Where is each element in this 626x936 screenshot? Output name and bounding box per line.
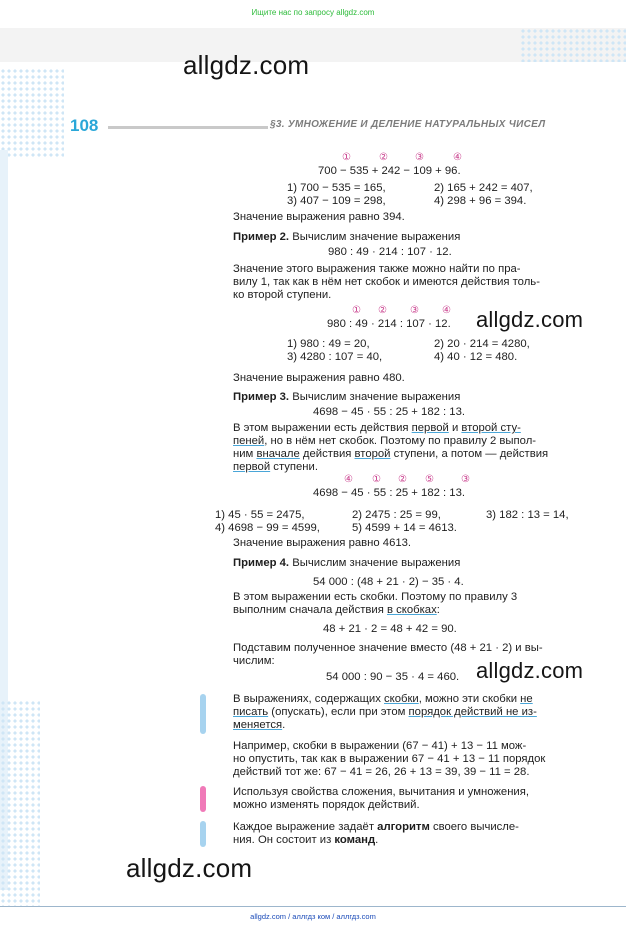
example-title: Вычислим значение выражения xyxy=(292,557,461,569)
step-marker: ② xyxy=(379,152,388,163)
expression-2-repeat: 980 : 49 · 214 : 107 · 12. xyxy=(327,318,451,330)
underlined-term: скобки xyxy=(384,693,419,705)
calculation-line: 48 + 21 · 2 = 48 + 42 = 90. xyxy=(323,623,457,635)
solution-step: 1) 980 : 49 = 20, xyxy=(287,338,370,350)
text-run: выполним сначала действия xyxy=(233,604,387,616)
solution-step: 2) 20 · 214 = 4280, xyxy=(434,338,530,350)
result-line: Значение выражения равно 394. xyxy=(233,211,405,223)
solution-step: 3) 182 : 13 = 14, xyxy=(486,509,569,521)
underlined-term: первой xyxy=(233,461,271,473)
text-run: , но в нём нет скобок. Поэтому по правилу 2 выпол- xyxy=(264,435,537,447)
underlined-term: первой xyxy=(411,422,449,434)
text-run: ния. Он состоит из xyxy=(233,834,335,846)
underlined-term: вначале xyxy=(256,448,300,460)
example-title: Вычислим значение выражения xyxy=(292,391,461,403)
example-3-heading xyxy=(233,391,460,404)
example-label: Пример 3. xyxy=(233,391,290,403)
text-run: действия xyxy=(299,448,355,460)
paragraph-line xyxy=(233,604,440,617)
solution-step: 4) 4698 − 99 = 4599, xyxy=(215,522,320,534)
rule-marker-bar xyxy=(200,786,206,812)
paragraph-line: Например, скобки в выражении (67 − 41) + 13 − 11 мож- xyxy=(233,740,527,752)
rule-marker-bar xyxy=(200,821,206,847)
text-run: своего вычисле- xyxy=(429,821,519,833)
solution-step: 2) 2475 : 25 = 99, xyxy=(352,509,441,521)
step-marker: ① xyxy=(352,305,361,316)
paragraph-line: но опустить, так как в выражении 67 − 41 + 13 − 11 порядок xyxy=(233,753,546,765)
paragraph-line: действий тот же: 67 − 41 = 26, 26 + 13 = 39, 39 − 11 = 28. xyxy=(233,766,530,778)
rule-line: Используя свойства сложения, вычитания и умножения, xyxy=(233,786,529,798)
example-label: Пример 4. xyxy=(233,557,290,569)
left-dot-pattern xyxy=(0,700,40,906)
step-marker: ④ xyxy=(344,474,353,485)
step-marker: ③ xyxy=(410,305,419,316)
underlined-term: меняется xyxy=(233,719,283,731)
expression-3: 4698 − 45 · 55 : 25 + 182 : 13. xyxy=(313,406,466,418)
solution-step: 5) 4599 + 14 = 4613. xyxy=(352,522,457,534)
paragraph-line: В этом выражении есть скобки. Поэтому по правилу 3 xyxy=(233,591,518,603)
underlined-term: в скобках xyxy=(387,604,437,616)
step-marker: ⑤ xyxy=(425,474,434,485)
footer-links[interactable]: allgdz.com / аллгдз ком / аллгдз.com xyxy=(250,912,376,921)
calculation-line: 54 000 : 90 − 35 · 4 = 460. xyxy=(326,671,460,683)
watermark-lower: allgdz.com xyxy=(476,658,584,683)
header-dot-pattern xyxy=(520,28,626,62)
footer-rule xyxy=(0,906,626,907)
step-marker: ① xyxy=(372,474,381,485)
solution-step: 1) 700 − 535 = 165, xyxy=(287,182,386,194)
paragraph-line xyxy=(233,435,536,448)
solution-step: 4) 298 + 96 = 394. xyxy=(434,195,527,207)
result-line: Значение выражения равно 480. xyxy=(233,372,405,384)
watermark-mid: allgdz.com xyxy=(476,307,584,332)
paragraph-line: числим: xyxy=(233,655,275,667)
text-run: В выражениях, содержащих xyxy=(233,693,384,705)
text-run: В этом выражении есть действия xyxy=(233,422,412,434)
rule-line xyxy=(233,693,533,706)
rule-line: можно изменять порядок действий. xyxy=(233,799,420,811)
solution-step: 3) 4280 : 107 = 40, xyxy=(287,351,383,363)
text-run: ним xyxy=(233,448,257,460)
underlined-term: пеней xyxy=(233,435,265,447)
paragraph-line: Значение этого выражения также можно найти по пра- xyxy=(233,263,521,275)
step-marker: ③ xyxy=(461,474,470,485)
example-title: Вычислим значение выражения xyxy=(292,231,461,243)
text-run: . xyxy=(282,719,286,731)
example-4-heading xyxy=(233,557,460,570)
rule-marker-bar xyxy=(200,694,206,734)
bold-term: команд xyxy=(334,834,376,846)
expression-4: 54 000 : (48 + 21 · 2) − 35 · 4. xyxy=(313,576,464,588)
step-marker: ① xyxy=(342,152,351,163)
expression-2: 980 : 49 · 214 : 107 · 12. xyxy=(328,246,452,258)
text-run: : xyxy=(436,604,440,616)
header-rule xyxy=(108,126,268,129)
text-run: , можно эти скобки xyxy=(418,693,521,705)
example-2-heading xyxy=(233,231,460,244)
top-banner: Ищите нас по запросу allgdz.com xyxy=(251,8,375,17)
underlined-term: порядок действий не из- xyxy=(408,706,537,718)
paragraph-line: вилу 1, так как в нём нет скобок и имеются действия толь- xyxy=(233,276,540,288)
solution-step: 3) 407 − 109 = 298, xyxy=(287,195,386,207)
solution-step: 2) 165 + 242 = 407, xyxy=(434,182,533,194)
text-run: . xyxy=(375,834,379,846)
step-marker: ④ xyxy=(442,305,451,316)
step-marker: ② xyxy=(398,474,407,485)
paragraph-line: ко второй ступени. xyxy=(233,289,332,301)
text-run: ступени, а потом — действия xyxy=(390,448,549,460)
expression-1: 700 − 535 + 242 − 109 + 96. xyxy=(318,165,461,177)
solution-step: 4) 40 · 12 = 480. xyxy=(434,351,518,363)
watermark-top: allgdz.com xyxy=(183,50,310,80)
rule-line xyxy=(233,719,285,732)
result-line: Значение выражения равно 4613. xyxy=(233,537,412,549)
rule-line xyxy=(233,834,378,847)
rule-line xyxy=(233,706,537,719)
paragraph-line xyxy=(233,448,548,461)
expression-3-repeat: 4698 − 45 · 55 : 25 + 182 : 13. xyxy=(313,487,466,499)
text-run: и xyxy=(448,422,462,434)
running-head: §3. УМНОЖЕНИЕ И ДЕЛЕНИЕ НАТУРАЛЬНЫХ ЧИСЕЛ xyxy=(270,119,546,130)
bold-term: алгоритм xyxy=(377,821,430,833)
corner-dot-pattern xyxy=(0,68,64,158)
underlined-term: второй xyxy=(354,448,391,460)
text-run: ступени. xyxy=(270,461,318,473)
rule-line xyxy=(233,821,519,834)
step-marker: ② xyxy=(378,305,387,316)
paragraph-line xyxy=(233,422,521,435)
underlined-term: второй сту- xyxy=(461,422,521,434)
underlined-term: писать xyxy=(233,706,269,718)
step-marker: ③ xyxy=(415,152,424,163)
paragraph-line: Подставим полученное значение вместо (48 + 21 · 2) и вы- xyxy=(233,642,543,654)
page-number: 108 xyxy=(70,116,99,135)
underlined-term: не xyxy=(520,693,533,705)
text-run: (опускать), если при этом xyxy=(268,706,409,718)
step-marker: ④ xyxy=(453,152,462,163)
example-label: Пример 2. xyxy=(233,231,290,243)
solution-step: 1) 45 · 55 = 2475, xyxy=(215,509,305,521)
watermark-bottom: allgdz.com xyxy=(126,853,253,883)
text-run: Каждое выражение задаёт xyxy=(233,821,378,833)
paragraph-line xyxy=(233,461,318,474)
